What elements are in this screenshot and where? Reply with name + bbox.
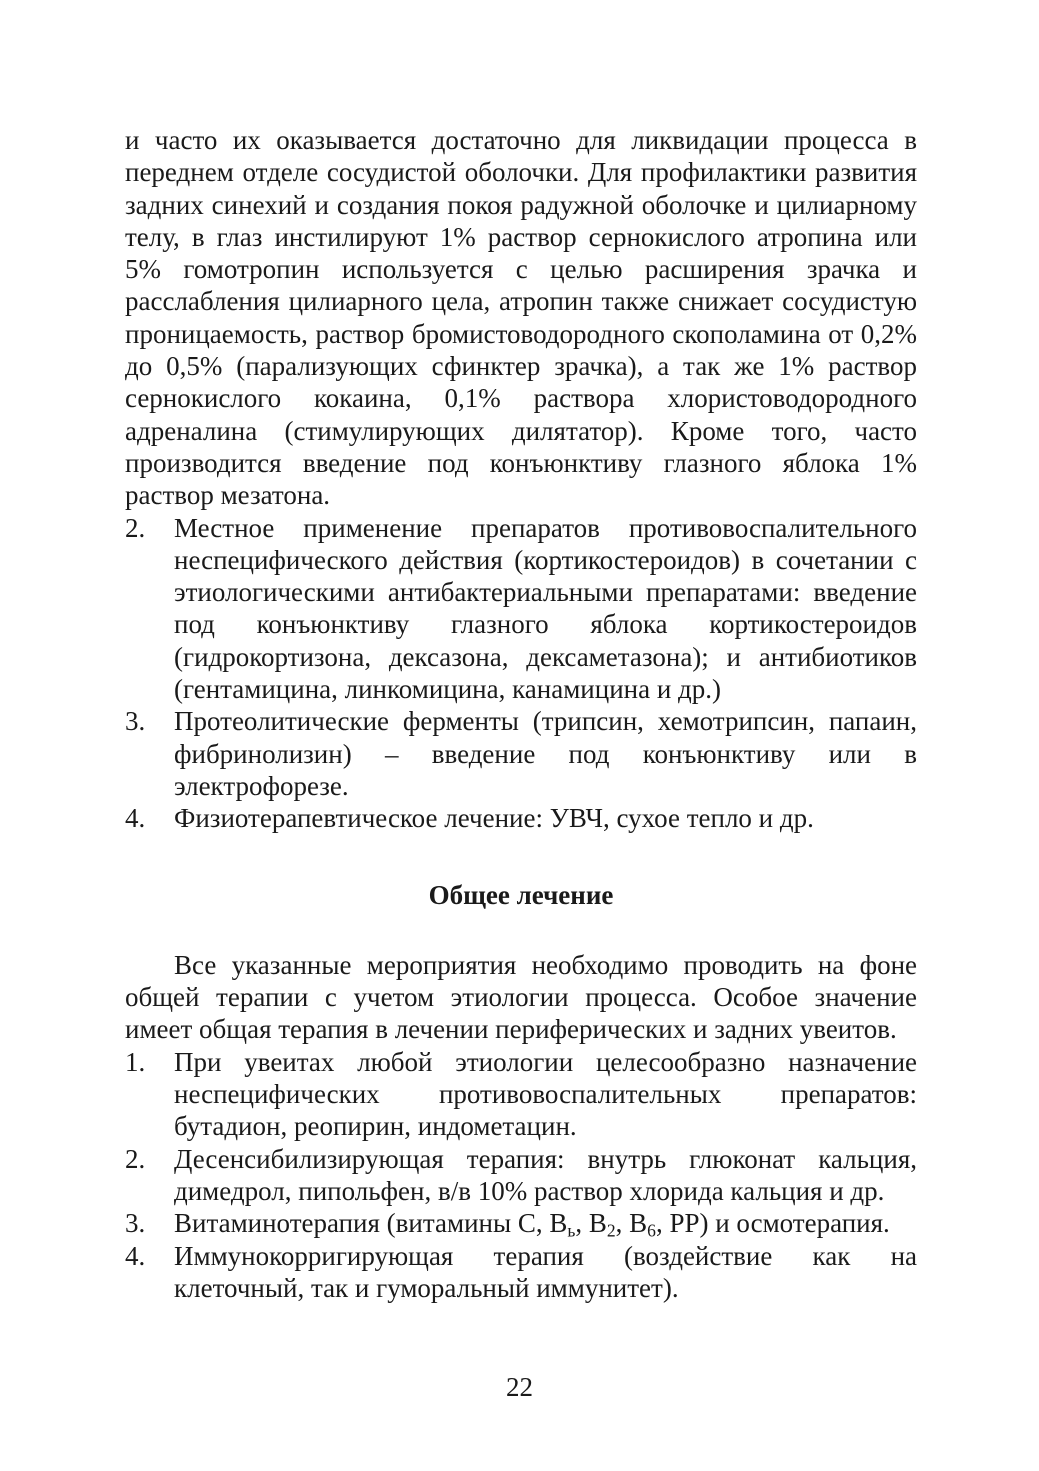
local-treatment-list: [125, 512, 917, 835]
text-fragment: , В: [615, 1208, 648, 1239]
continued-paragraph: и часто их оказывается достаточно для ликвидации процесса в переднем отделе сосудистой оболочки. Для профилактики развития задних синехий и создания покоя радужной оболочке и цилиарному телу, в глаз инстилируют 1% раствор сернокислого атропина или 5% гомотропин используется с целью расширения зрачка и расслабления цилиарного цела, атропин также снижает сосудистую проницаемость, раствор бромистоводородного скополамина от 0,2% до 0,5% (парализующих сфинктер зрачка), а так же 1% раствор сернокислого кокаина, 0,1% раствора хлористоводородного адреналина (стимулирующих дилятатор). Кроме того, часто производится введение под конъюнктиву глазного яблока 1% раствор мезатона.: [125, 125, 917, 511]
list-number: 1.: [125, 1046, 146, 1077]
list-item: [125, 1207, 917, 1239]
list-item: [125, 802, 917, 834]
general-treatment-list: [125, 1046, 917, 1304]
list-item-text: Десенсибилизирующая терапия: внутрь глюконат кальция, димедрол, пипольфен, в/в 10% раствор хлорида кальция и др.: [174, 1143, 917, 1206]
list-number: 4.: [125, 1240, 146, 1271]
list-item-text: При увеитах любой этиологии целесообразно назначение неспецифических противовоспалительных препаратов: бутадион, реопирин, индометацин.: [174, 1046, 917, 1142]
subscript: ь: [567, 1220, 576, 1241]
list-number: 3.: [125, 706, 146, 737]
text-fragment: , В: [575, 1208, 607, 1239]
list-item: [125, 705, 917, 802]
list-item-text: [174, 1208, 890, 1241]
list-item: [125, 1143, 917, 1208]
list-item: [125, 1046, 917, 1143]
section-heading: Общее лечение: [428, 879, 614, 910]
subscript: 2: [606, 1220, 616, 1241]
list-number: 4.: [125, 803, 146, 834]
subscript: 6: [647, 1220, 656, 1241]
list-number: 2.: [125, 1143, 146, 1174]
intro-paragraph: Все указанные мероприятия необходимо проводить на фоне общей терапии с учетом этиологии процесса. Особое значение имеет общая терапия в лечении периферических и задних увеитов.: [125, 949, 917, 1045]
list-number: 3.: [125, 1208, 146, 1239]
text-fragment: Витаминотерапия (витамины С, В: [174, 1208, 568, 1239]
list-item-text: Иммунокорригирующая терапия (воздействие как на клеточный, так и гуморальный иммунитет).: [174, 1240, 917, 1303]
list-item: [125, 1240, 917, 1305]
list-item: [125, 512, 917, 706]
list-number: 2.: [125, 512, 146, 543]
list-item-text: Местное применение препаратов противовоспалительного неспецифического действия (кортикостероидов) в сочетании с этиологическими антибактериальными препаратами: введение под конъюнктиву глазного яблока кортикостероидов (гидрокортизона, дексазона, дексаметазона); и антибиотиков (гентамицина, линкомицина, канамицина и др.): [174, 512, 917, 705]
list-item-text: Протеолитические ферменты (трипсин, хемотрипсин, папаин, фибринолизин) – введение под конъюнктиву или в электрофорезе.: [174, 706, 917, 801]
list-item-text: Физиотерапевтическое лечение: УВЧ, сухое тепло и др.: [174, 803, 814, 834]
page-number: 22: [506, 1372, 533, 1402]
page-body: [125, 124, 917, 1304]
text-fragment: , РР) и осмотерапия.: [655, 1208, 890, 1239]
